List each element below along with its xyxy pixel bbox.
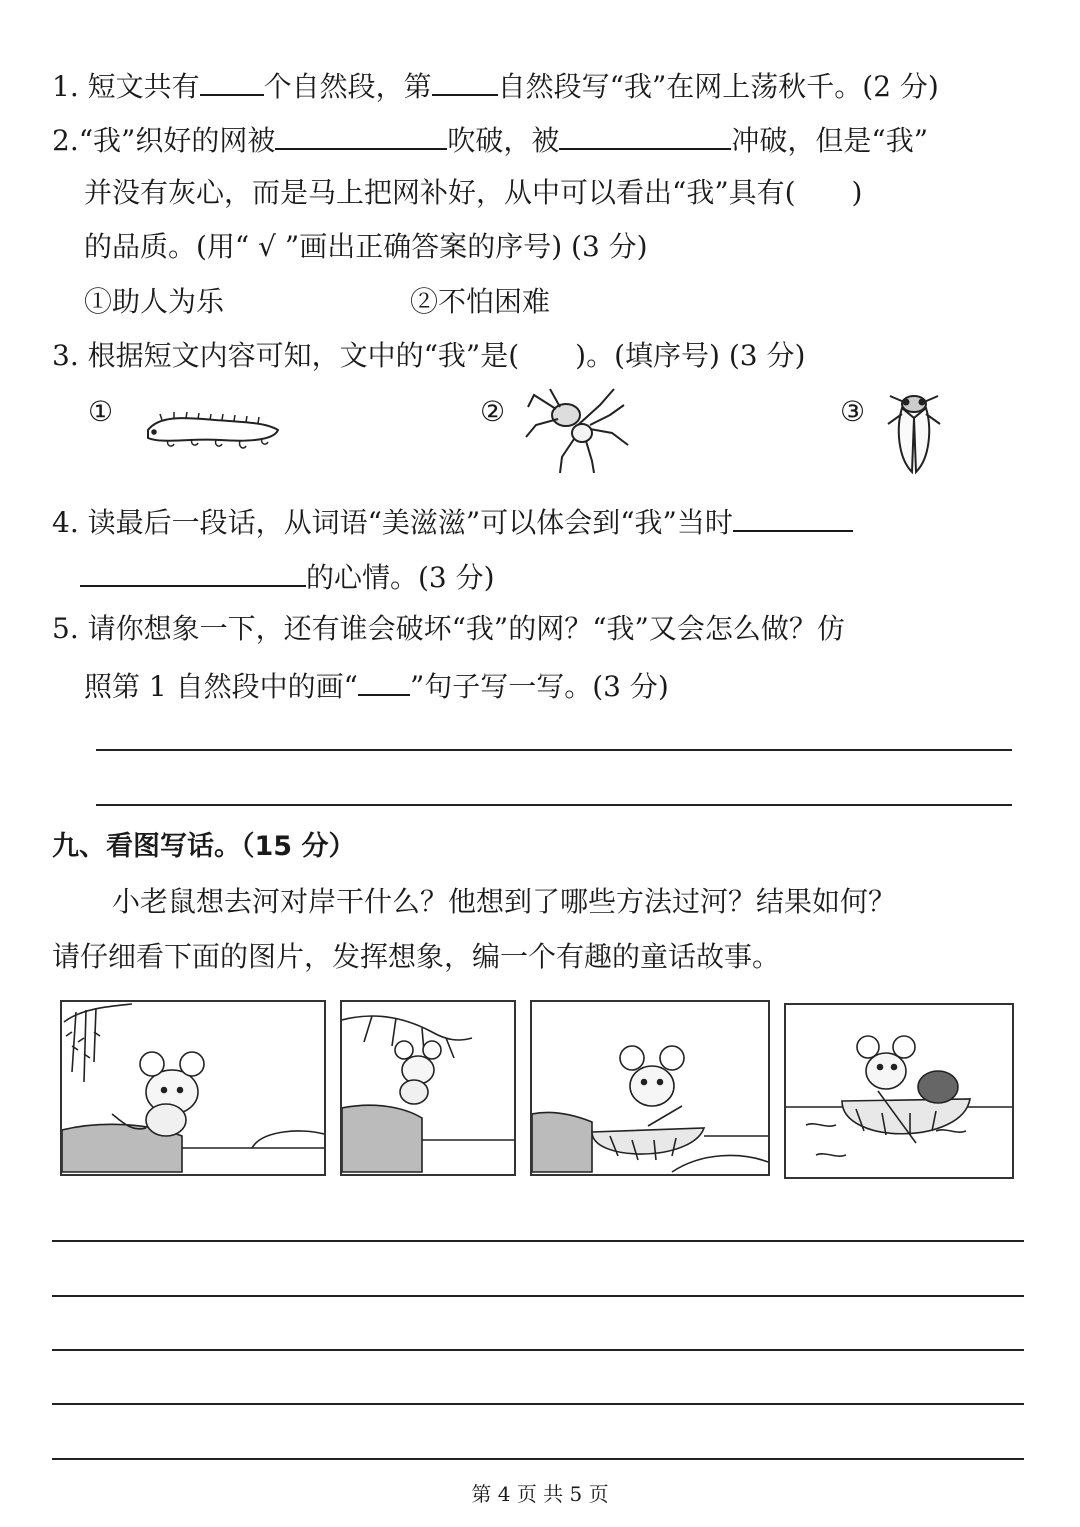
writing-line[interactable] — [52, 1458, 1024, 1460]
question-2-line-3: 的品质。(用“ √ ”画出正确答案的序号) (3 分) — [84, 230, 648, 263]
answer-blank[interactable] — [733, 500, 853, 532]
option-1[interactable]: ①助人为乐 — [84, 285, 225, 318]
answer-blank[interactable] — [275, 118, 447, 150]
mouse-rowing-melon-rind-boat-illustration — [786, 1005, 1012, 1177]
question-5-line-2: 照第 1 自然段中的画“ ”句子写一写。(3 分) — [84, 664, 669, 707]
answer-blank[interactable] — [80, 555, 306, 587]
question-4-line-2: 的心情。(3 分) — [80, 555, 495, 598]
caterpillar-illustration — [140, 400, 285, 462]
choice-2-label[interactable]: ② — [480, 395, 506, 428]
picture-panel-2 — [340, 1000, 516, 1176]
underline-sample — [358, 664, 410, 696]
section-9-title: 九、看图写话。（15 分） — [52, 831, 356, 862]
choice-1-label[interactable]: ① — [88, 395, 114, 428]
section-9-prompt-line-2: 请仔细看下面的图片，发挥想象，编一个有趣的童话故事。 — [52, 940, 781, 973]
spider-illustration — [520, 385, 635, 477]
answer-line[interactable] — [96, 804, 1012, 806]
page-number: 第 4 页 共 5 页 — [471, 1482, 609, 1506]
question-3: 3. 根据短文内容可知，文中的“我”是( )。(填序号) (3 分) — [52, 339, 806, 372]
mouse-with-melon-rind-boat-illustration — [532, 1002, 768, 1174]
mouse-thinking-at-riverbank-illustration — [62, 1002, 324, 1174]
section-9-prompt-line-1: 小老鼠想去河对岸干什么？他想到了哪些方法过河？结果如何？ — [112, 885, 897, 918]
question-2-line-1: 2.“我”织好的网被 吹破，被 冲破，但是“我” — [52, 118, 928, 161]
question-1: 1. 短文共有 个自然段，第 自然段写“我”在网上荡秋千。(2 分) — [52, 64, 939, 107]
answer-blank[interactable] — [432, 64, 498, 96]
option-2[interactable]: ②不怕困难 — [410, 285, 551, 318]
mouse-jumping-from-branch-illustration — [342, 1002, 514, 1174]
answer-line[interactable] — [96, 749, 1012, 751]
cicada-illustration — [882, 388, 946, 476]
answer-blank[interactable] — [200, 64, 264, 96]
writing-line[interactable] — [52, 1295, 1024, 1297]
picture-panel-4 — [784, 1003, 1014, 1179]
choice-3-label[interactable]: ③ — [840, 395, 866, 428]
question-2-line-2: 并没有灰心，而是马上把网补好，从中可以看出“我”具有( ) — [84, 176, 863, 209]
writing-line[interactable] — [52, 1349, 1024, 1351]
answer-blank[interactable] — [559, 118, 731, 150]
writing-line[interactable] — [52, 1240, 1024, 1242]
question-4-line-1: 4. 读最后一段话，从词语“美滋滋”可以体会到“我”当时 — [52, 500, 853, 543]
writing-line[interactable] — [52, 1403, 1024, 1405]
question-5-line-1: 5. 请你想象一下，还有谁会破坏“我”的网？“我”又会怎么做？仿 — [52, 612, 845, 645]
picture-panel-3 — [530, 1000, 770, 1176]
picture-panel-1 — [60, 1000, 326, 1176]
